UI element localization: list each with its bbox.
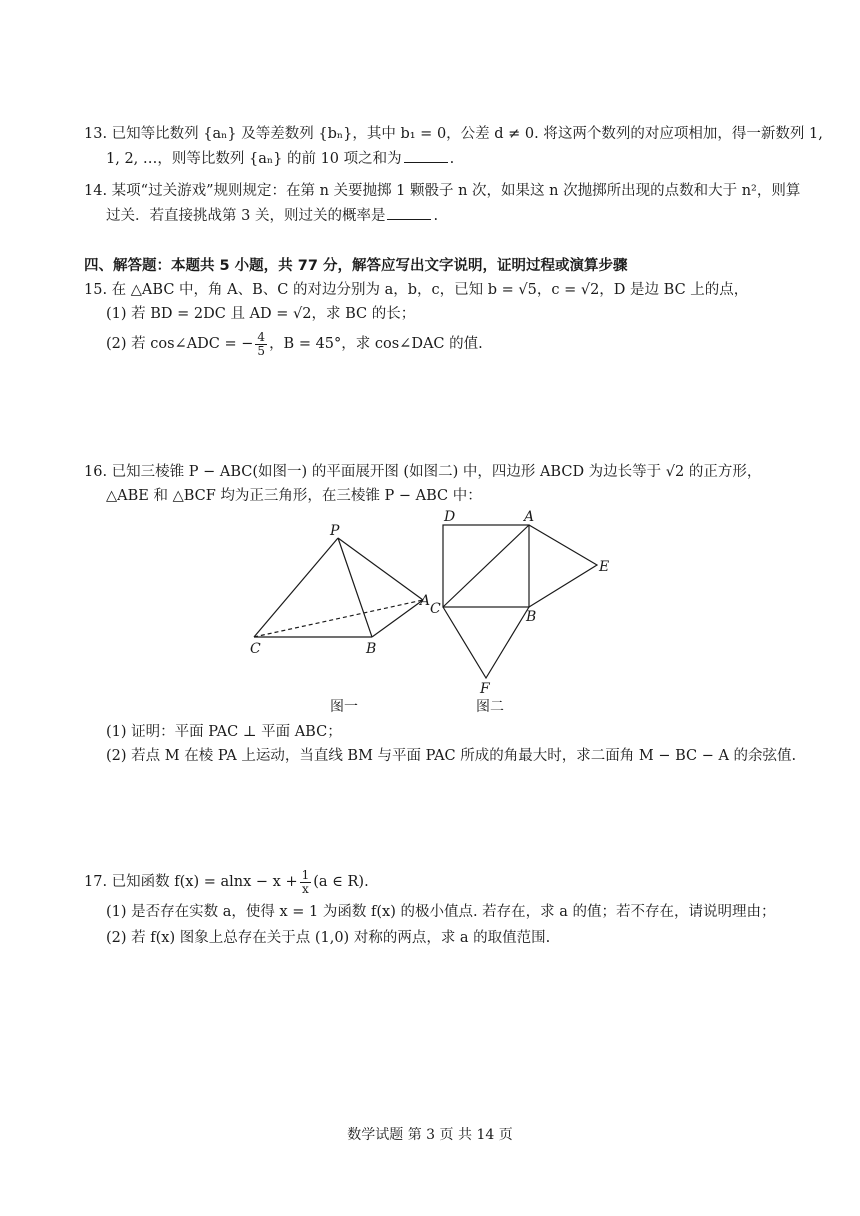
fig1-label-B: B	[366, 641, 377, 657]
q14-line1: 14. 某项“过关游戏”规则规定：在第 n 关要抛掷 1 颗骰子 n 次，如果这 n 次抛掷所出现的点数和大于 n²，则算	[84, 183, 801, 199]
fig1-caption: 图一	[330, 699, 358, 715]
fig1-label-P: P	[330, 523, 340, 539]
q16-part1: (1) 证明：平面 PAC ⊥ 平面 ABC；	[106, 724, 342, 740]
section-title: 四、解答题：本题共 5 小题，共 77 分，解答应写出文字说明，证明过程或演算步骤	[84, 258, 628, 274]
triangle-BCF	[443, 607, 529, 678]
q16-line2: △ABE 和 △BCF 均为正三角形，在三棱锥 P − ABC 中：	[106, 488, 482, 504]
fig2-caption: 图二	[476, 699, 504, 715]
q15-line1: 15. 在 △ABC 中，角 A、B、C 的对边分别为 a，b，c，已知 b = √5，c = √2，D 是边 BC 上的点，	[84, 282, 749, 298]
q13-answer-blank	[404, 148, 448, 163]
q15-fraction	[255, 331, 267, 358]
q15-part2	[106, 330, 483, 358]
q13-line1: 13. 已知等比数列 {aₙ} 及等差数列 {bₙ}，其中 b₁ = 0，公差 d ≠ 0. 将这两个数列的对应项相加，得一新数列 1,	[84, 126, 823, 142]
q13-line2-text: 1, 2, …，则等比数列 {aₙ} 的前 10 项之和为	[106, 151, 402, 167]
q14-answer-blank	[387, 205, 431, 220]
edge-PA	[338, 538, 423, 600]
q15-part2-post: ，B = 45°，求 cos∠DAC 的值.	[269, 336, 483, 352]
q16-part2: (2) 若点 M 在棱 PA 上运动，当直线 BM 与平面 PAC 所成的角最大时，求二面角 M − BC − A 的余弦值.	[106, 748, 797, 764]
q15-part2-pre: (2) 若 cos∠ADC = −	[106, 336, 254, 352]
q17-part2: (2) 若 f(x) 图象上总存在关于点 (1,0) 对称的两点，求 a 的取值范围.	[106, 930, 551, 946]
q14-line2	[106, 205, 438, 226]
edge-PC	[254, 538, 338, 637]
fig2-label-B: B	[526, 609, 537, 625]
q17-fraction	[300, 869, 312, 896]
edge-PB	[338, 538, 372, 637]
q15-frac-den: 5	[257, 343, 266, 358]
figure-2-net	[443, 525, 597, 678]
q13-line2-end: .	[449, 151, 455, 167]
q14-line2-end: .	[433, 208, 439, 224]
q17-line1-pre: 17. 已知函数 f(x) = alnx − x +	[84, 874, 298, 890]
fig1-label-A: A	[420, 593, 431, 609]
fig2-label-D: D	[444, 509, 456, 525]
fig2-label-A: A	[524, 509, 535, 525]
q15-frac-num: 4	[257, 329, 266, 344]
q14-line2-text: 过关．若直接挑战第 3 关，则过关的概率是	[106, 208, 386, 224]
triangle-ABE	[529, 525, 597, 607]
q17-line1	[84, 868, 369, 896]
figure-1-tetrahedron	[254, 538, 423, 637]
q17-frac-num: 1	[301, 867, 310, 882]
q17-line1-post: (a ∈ R).	[313, 874, 369, 890]
q16-figures-svg	[240, 505, 620, 715]
diagonal-CA	[443, 525, 529, 607]
fig2-label-E: E	[599, 559, 610, 575]
fig1-label-C: C	[250, 641, 261, 657]
q16-line1: 16. 已知三棱锥 P − ABC(如图一) 的平面展开图 (如图二) 中，四边形 ABCD 为边长等于 √2 的正方形，	[84, 464, 762, 480]
q17-frac-den: x	[302, 881, 309, 896]
q15-part1: (1) 若 BD = 2DC 且 AD = √2，求 BC 的长；	[106, 306, 416, 322]
fig2-label-F: F	[480, 681, 490, 697]
q17-part1: (1) 是否存在实数 a，使得 x = 1 为函数 f(x) 的极小值点. 若存在，求 a 的值；若不存在，请说明理由；	[106, 904, 776, 920]
q16-figures	[240, 505, 620, 715]
page-footer: 数学试题 第 3 页 共 14 页	[347, 1127, 513, 1143]
fig2-label-C: C	[430, 601, 441, 617]
edge-BA	[372, 600, 423, 637]
q13-line2	[106, 148, 454, 169]
